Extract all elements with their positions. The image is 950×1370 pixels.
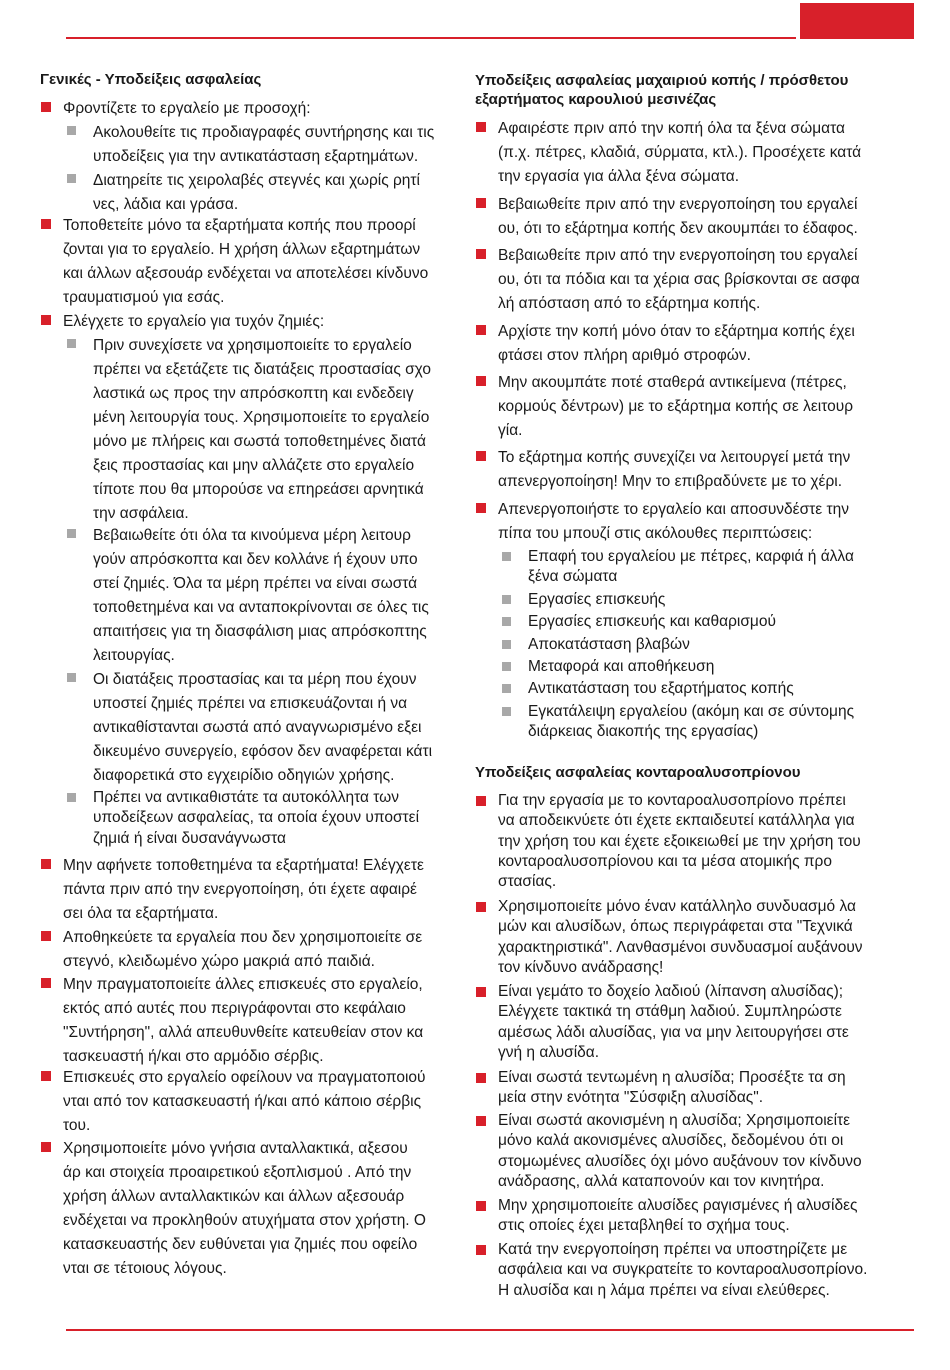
bullet-icon xyxy=(41,219,51,229)
bullet-icon xyxy=(476,987,486,997)
bullet-icon xyxy=(502,640,511,649)
bullet-icon xyxy=(67,673,76,682)
list-item: Χρησιμοποιείτε μόνο γνήσια ανταλλακτικά, αξεσου άρ και στοιχεία προαιρετικού εξοπλισμού . Από την χρήση άλλων ανταλλακτικών και άλλων αξεσουάρ ενδέχεται να προκληθούν ατυχήματα στον χρήστη. Ο κατασκευαστής δεν ευθύνεται για ζημιές που οφείλο νται σε τέτοιους λόγους. xyxy=(40,1137,426,1281)
list-item: Είναι σωστά τεντωμένη η αλυσίδα; Προσέξτε τα ση μεία στην ενότητα "Σύσφιξη αλυσίδας". xyxy=(475,1068,846,1109)
bullet-icon xyxy=(476,1116,486,1126)
bullet-icon xyxy=(67,174,76,183)
list-item: Για την εργασία με το κονταροαλυσοπρίονο πρέπει να αποδεικνύετε ότι έχετε εκπαιδευτεί κατάλληλα για την χρήση του και έχετε εξοικειωθεί με την χρήση του κονταροαλυσοπρίονου και τα μέσα ατομικής προ στασίας. xyxy=(475,791,861,892)
header-rule xyxy=(66,37,796,39)
list-item: Χρησιμοποιείτε μόνο έναν κατάλληλο συνδυασμό λα μών και αλυσίδων, όπως περιγράφεται στα "Τεχνικά χαρακτηριστικά". Λανθασμένοι συνδυασμοί αυξάνουν τον κίνδυνο ανάδρασης! xyxy=(475,897,863,978)
bullet-icon xyxy=(476,325,486,335)
list-item: Βεβαιωθείτε ότι όλα τα κινούμενα μέρη λειτουρ γούν απρόσκοπτα και δεν κολλάνε ή έχουν υπο στεί ζημιές. Όλα τα μέρη πρέπει να είναι σωστά τοποθετημένα και να ανταποκρίνονται σε όλες τις απαιτήσεις για τη διασφάλιση μιας απρόσκοπτης λειτουργίας. xyxy=(40,524,429,668)
bullet-icon xyxy=(502,617,511,626)
list-item: Ελέγχετε το εργαλείο για τυχόν ζημιές: xyxy=(40,310,324,334)
bullet-icon xyxy=(476,198,486,208)
bullet-icon xyxy=(67,529,76,538)
list-item: Τοποθετείτε μόνο τα εξαρτήματα κοπής που προορί ζονται για το εργαλείο. Η χρήση άλλων εξαρτημάτων και άλλων αξεσουάρ ενδέχεται να αποτελέσει κίνδυνο τραυματισμού για εσάς. xyxy=(40,214,428,310)
list-item: Ακολουθείτε τις προδιαγραφές συντήρησης και τις υποδείξεις για την αντικατάσταση εξαρτημάτων. xyxy=(40,121,434,169)
list-item: Είναι γεμάτο το δοχείο λαδιού (λίπανση αλυσίδας); Ελέγχετε τακτικά τη στάθμη λαδιού. Συμπληρώστε αμέσως λάδι αλυσίδας, για να μην λειτουργήσει στε γνή η αλυσίδα. xyxy=(475,982,849,1063)
list-item: Φροντίζετε το εργαλείο με προσοχή: xyxy=(40,97,311,121)
list-item: Εγκατάλειψη εργαλείου (ακόμη και σε σύντομης διάρκειας διακοπής της εργασίας) xyxy=(475,702,854,743)
list-item: Μην αφήνετε τοποθετημένα τα εξαρτήματα! Ελέγχετε πάντα πριν από την ενεργοποίηση, ότι έχετε αφαιρέ σει όλα τα εξαρτήματα. xyxy=(40,854,424,926)
bullet-icon xyxy=(41,931,51,941)
section-heading-pole-saw: Υποδείξεις ασφαλείας κονταροαλυσοπρίονου xyxy=(475,764,801,781)
list-item: Απενεργοποιήστε το εργαλείο και αποσυνδέστε την πίπα του μπουζί στις ακόλουθες περιπτώσεις: xyxy=(475,498,849,546)
bullet-icon xyxy=(41,859,51,869)
bullet-icon xyxy=(476,1201,486,1211)
bullet-icon xyxy=(41,1071,51,1081)
bullet-icon xyxy=(476,122,486,132)
list-item: Βεβαιωθείτε πριν από την ενεργοποίηση του εργαλεί ου, ότι τα πόδια και τα χέρια σας βρίσκονται σε ασφα λή απόσταση από το εξάρτημα κοπής. xyxy=(475,244,860,316)
list-item: Βεβαιωθείτε πριν από την ενεργοποίηση του εργαλεί ου, ότι το εξάρτημα κοπής δεν ακουμπάει το έδαφος. xyxy=(475,193,858,241)
bullet-icon xyxy=(67,126,76,135)
bullet-icon xyxy=(476,902,486,912)
list-item: Κατά την ενεργοποίηση πρέπει να υποστηρίζετε με ασφάλεια και να συγκρατείτε το κονταροαλυσοπρίονο. Η αλυσίδα και η λάμα πρέπει να είναι ελεύθερες. xyxy=(475,1240,867,1301)
section-heading-cutting-blade: Υποδείξεις ασφαλείας μαχαιριού κοπής / πρόσθετου εξαρτήματος καρουλιού μεσινέζας xyxy=(475,72,849,108)
bullet-icon xyxy=(502,684,511,693)
list-item: Διατηρείτε τις χειρολαβές στεγνές και χωρίς ρητί νες, λάδια και γράσα. xyxy=(40,169,420,217)
list-item: Το εξάρτημα κοπής συνεχίζει να λειτουργεί μετά την απενεργοποίηση! Μην το επιβραδύνετε με το χέρι. xyxy=(475,446,850,494)
bullet-icon xyxy=(476,1073,486,1083)
section-heading-general: Γενικές - Υποδείξεις ασφαλείας xyxy=(40,71,262,88)
list-item: Αποκατάσταση βλαβών xyxy=(475,635,690,655)
list-item: Μην πραγματοποιείτε άλλες επισκευές στο εργαλείο, εκτός από αυτές που περιγράφονται στο κεφάλαιο "Συντήρηση", αλλά απευθυνθείτε κατευθείαν στον κα τασκευαστή ή/και στο αρμόδιο σέρβις. xyxy=(40,973,423,1069)
list-item: Αντικατάσταση του εξαρτήματος κοπής xyxy=(475,679,794,699)
list-item: Εργασίες επισκευής xyxy=(475,590,665,610)
list-item: Εργασίες επισκευής και καθαρισμού xyxy=(475,612,776,632)
list-item: Είναι σωστά ακονισμένη η αλυσίδα; Χρησιμοποιείτε μόνο καλά ακονισμένες αλυσίδες, δεδομένου ότι οι στομωμένες αλυσίδες όχι μόνο αυξάνουν τον κίνδυνο ανάδρασης, αλλά καταπονούν και τον κινητήρα. xyxy=(475,1111,862,1192)
list-item: Πρέπει να αντικαθιστάτε τα αυτοκόλλητα των υποδείξεων ασφαλείας, τα οποία έχουν υποστεί ζημιά ή είναι δυσανάγνωστα xyxy=(40,788,419,849)
bullet-icon xyxy=(476,376,486,386)
page-tab xyxy=(800,3,914,39)
list-item: Μην ακουμπάτε ποτέ σταθερά αντικείμενα (πέτρες, κορμούς δέντρων) με το εξάρτημα κοπής σε λειτουρ γία. xyxy=(475,371,853,443)
bullet-icon xyxy=(476,503,486,513)
list-item: Επισκευές στο εργαλείο οφείλουν να πραγματοποιού νται από τον κατασκευαστή ή/και από κάποιο σέρβις του. xyxy=(40,1066,426,1138)
list-item: Αφαιρέστε πριν από την κοπή όλα τα ξένα σώματα (π.χ. πέτρες, κλαδιά, σύρματα, κτλ.). Προσέχετε κατά την εργασία για άλλα ξένα σώματα. xyxy=(475,117,861,189)
list-item: Μην χρησιμοποιείτε αλυσίδες ραγισμένες ή αλυσίδες στις οποίες έχει μεταβληθεί το σχήμα τους. xyxy=(475,1196,857,1237)
list-item: Αρχίστε την κοπή μόνο όταν το εξάρτημα κοπής έχει φτάσει στον πλήρη αριθμό στροφών. xyxy=(475,320,855,368)
list-item: Πριν συνεχίσετε να χρησιμοποιείτε το εργαλείο πρέπει να εξετάζετε τις διατάξεις προστασίας σχο λαστικά ως προς την απρόσκοπτη και ενδεδειγ μένη λειτουργία τους. Χρησιμοποιείτε το εργαλείο μόνο με πλήρεις και σωστά τοποθετημένες διατά ξεις προστασίας και μην αλλάζετε στο εργαλείο τίποτε που θα μπορούσε να επηρεάσει αρνητικά την ασφάλεια. xyxy=(40,334,431,526)
footer-rule xyxy=(66,1329,914,1331)
bullet-icon xyxy=(476,249,486,259)
list-item: Αποθηκεύετε τα εργαλεία που δεν χρησιμοποιείτε σε στεγνό, κλειδωμένο χώρο μακριά από παιδιά. xyxy=(40,926,422,974)
bullet-icon xyxy=(41,978,51,988)
list-item: Επαφή του εργαλείου με πέτρες, καρφιά ή άλλα ξένα σώματα xyxy=(475,547,854,588)
bullet-icon xyxy=(502,595,511,604)
bullet-icon xyxy=(502,662,511,671)
bullet-icon xyxy=(502,707,511,716)
bullet-icon xyxy=(41,1142,51,1152)
bullet-icon xyxy=(476,796,486,806)
bullet-icon xyxy=(476,451,486,461)
bullet-icon xyxy=(67,793,76,802)
bullet-icon xyxy=(41,315,51,325)
bullet-icon xyxy=(67,339,76,348)
list-item: Οι διατάξεις προστασίας και τα μέρη που έχουν υποστεί ζημιές πρέπει να επισκευάζονται ή να αντικαθίστανται σωστά από αναγνωρισμένο εξει δικευμένο συνεργείο, εφόσον δεν αναφέρεται κάτι διαφορετικά στο εγχειρίδιο οδηγιών χρήσης. xyxy=(40,668,432,788)
bullet-icon xyxy=(502,552,511,561)
bullet-icon xyxy=(476,1245,486,1255)
list-item: Μεταφορά και αποθήκευση xyxy=(475,657,714,677)
bullet-icon xyxy=(41,102,51,112)
